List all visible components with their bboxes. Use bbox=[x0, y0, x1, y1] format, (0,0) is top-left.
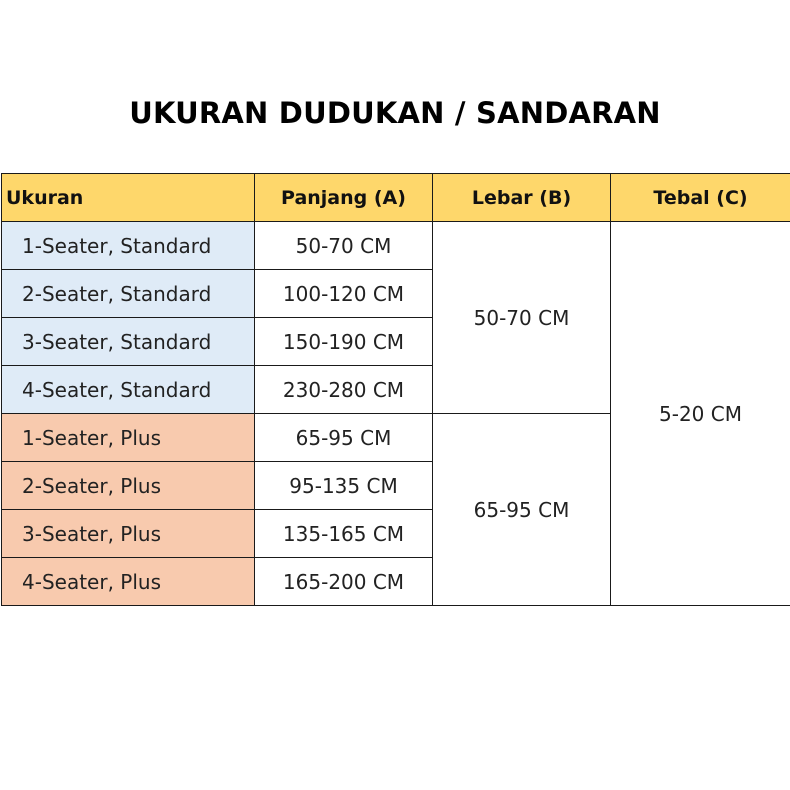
lebar-standard-cell: 50-70 CM bbox=[433, 222, 611, 414]
ukuran-cell: 2-Seater, Standard bbox=[2, 270, 255, 318]
ukuran-cell: 3-Seater, Plus bbox=[2, 510, 255, 558]
size-table bbox=[1, 173, 790, 606]
panjang-cell: 50-70 CM bbox=[255, 222, 433, 270]
ukuran-cell: 1-Seater, Standard bbox=[2, 222, 255, 270]
ukuran-cell: 1-Seater, Plus bbox=[2, 414, 255, 462]
header-ukuran: Ukuran bbox=[2, 174, 255, 222]
panjang-cell: 100-120 CM bbox=[255, 270, 433, 318]
panjang-cell: 65-95 CM bbox=[255, 414, 433, 462]
ukuran-cell: 4-Seater, Plus bbox=[2, 558, 255, 606]
header-tebal: Tebal (C) bbox=[611, 174, 790, 222]
ukuran-cell: 2-Seater, Plus bbox=[2, 462, 255, 510]
tebal-cell: 5-20 CM bbox=[611, 222, 790, 606]
page-title: UKURAN DUDUKAN / SANDARAN bbox=[129, 96, 661, 130]
ukuran-cell: 3-Seater, Standard bbox=[2, 318, 255, 366]
panjang-cell: 135-165 CM bbox=[255, 510, 433, 558]
panjang-cell: 165-200 CM bbox=[255, 558, 433, 606]
table-row bbox=[2, 222, 790, 270]
panjang-cell: 150-190 CM bbox=[255, 318, 433, 366]
header-lebar: Lebar (B) bbox=[433, 174, 611, 222]
lebar-plus-cell: 65-95 CM bbox=[433, 414, 611, 606]
ukuran-cell: 4-Seater, Standard bbox=[2, 366, 255, 414]
panjang-cell: 95-135 CM bbox=[255, 462, 433, 510]
table-header-row bbox=[2, 174, 790, 222]
header-panjang: Panjang (A) bbox=[255, 174, 433, 222]
panjang-cell: 230-280 CM bbox=[255, 366, 433, 414]
